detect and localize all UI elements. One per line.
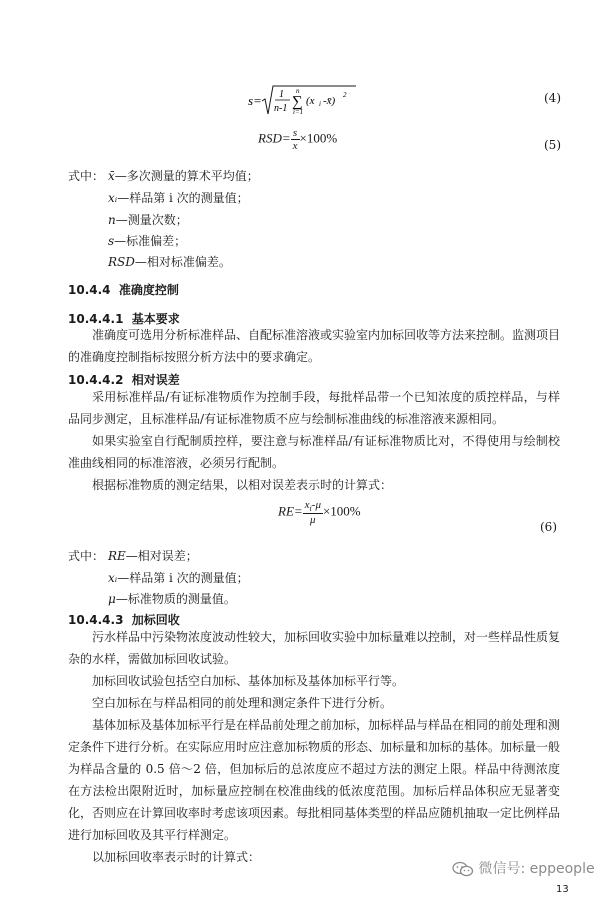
def-symbol: xᵢ xyxy=(108,571,118,585)
def-text: —相对标准偏差。 xyxy=(134,255,231,269)
formula-6-fraction xyxy=(303,499,323,526)
svg-text:∑: ∑ xyxy=(292,94,303,110)
wechat-icon xyxy=(452,861,474,877)
def-symbol: n xyxy=(108,213,116,227)
paragraph-text: 如果实验室自行配制质控样，要注意与标准样品/有证标准物质比对，不得使用与绘制校准曲线相同的标准溶液，必须另行配制。 xyxy=(68,434,560,470)
defs-1-label: 式中： xyxy=(68,169,105,183)
paragraph-basic-requirements xyxy=(68,324,560,368)
def-text: —标准物质的测量值。 xyxy=(115,592,236,606)
page-number: 13 xyxy=(556,884,569,895)
section-number: 10.4.4 xyxy=(68,283,111,297)
formula-6-rhs: ×100% xyxy=(322,503,361,519)
section-title: 相对误差 xyxy=(131,373,180,387)
formula-5-rhs: ×100% xyxy=(299,130,338,146)
formula-6-number: (6) xyxy=(540,520,557,534)
def-item-mu xyxy=(108,590,236,607)
def-symbol: μ xyxy=(108,592,116,606)
def-item-xi xyxy=(108,189,249,206)
formula-5-lhs: RSD= xyxy=(258,130,291,146)
paragraph-text: 准确度可选用分析标准样品、自配标准溶液或实验室内加标回收等方法来控制。监测项目的准确度控制指标按照分析方法中的要求确定。 xyxy=(68,328,561,364)
paragraph-text: 空白加标在与样品相同的前处理和测定条件下进行分析。 xyxy=(92,696,393,710)
section-title: 准确度控制 xyxy=(118,283,179,297)
def-item-mean xyxy=(108,167,259,184)
formula-5-number: (5) xyxy=(544,138,561,152)
def-text: —测量次数； xyxy=(115,213,188,227)
def-symbol: s xyxy=(108,234,115,248)
paragraph-spike-recovery xyxy=(68,626,560,868)
formula-4-graphic xyxy=(248,84,358,118)
def-symbol: RSD xyxy=(108,255,135,269)
svg-text:(x: (x xyxy=(306,95,315,107)
section-number: 10.4.4.3 xyxy=(68,613,124,627)
section-number: 10.4.4.2 xyxy=(68,373,124,387)
svg-text:2: 2 xyxy=(343,91,347,99)
section-heading-10-4-4 xyxy=(68,281,179,298)
def-symbol: xᵢ xyxy=(108,191,118,205)
formula-6 xyxy=(278,499,361,526)
formula-5-denominator: x xyxy=(292,140,298,152)
paragraph-relative-error xyxy=(68,386,560,496)
formula-4-number: (4) xyxy=(544,91,561,105)
def-text: —标准偏差； xyxy=(114,234,187,248)
formula-6-lhs: RE= xyxy=(278,503,303,519)
def-item-xi-2 xyxy=(108,569,249,586)
svg-text:s=: s= xyxy=(248,93,262,108)
formula-5-fraction xyxy=(291,127,300,152)
def-item-re xyxy=(108,547,198,564)
formula-5 xyxy=(258,127,337,152)
svg-text:i=1: i=1 xyxy=(293,108,304,116)
def-text: —相对误差； xyxy=(125,549,198,563)
formula-5-numerator: s xyxy=(291,127,300,140)
def-item-n xyxy=(108,211,188,228)
section-number: 10.4.4.1 xyxy=(68,312,124,326)
paragraph-text: 采用标准样品/有证标准物质作为控制手段，每批样品带一个已知浓度的质控样品，与样品同步测定，且标准样品/有证标准物质不应与绘制标准曲线的标准溶液来源相同。 xyxy=(68,390,560,426)
paragraph-text: 以加标回收率表示时的计算式： xyxy=(92,850,261,864)
paragraph-text: 根据标准物质的测定结果，以相对误差表示时的计算式： xyxy=(92,478,393,492)
formula-6-numerator xyxy=(303,499,323,514)
def-item-rsd xyxy=(108,253,231,270)
def-item-s xyxy=(108,232,186,249)
watermark-text: 微信号: eppeople xyxy=(478,861,595,877)
svg-text:-x̄): -x̄) xyxy=(323,95,336,107)
watermark xyxy=(452,858,595,878)
paragraph-text: 基体加标及基体加标平行是在样品前处理之前加标，加标样品与样品在相同的前处理和测定条件下进行分析。在实际应用时应注意加标物质的形态、加标量和加标的基体。加标量一般为样品含量的 0.5 倍～2 倍，但加标后的总浓度应不超过方法的测定上限。样品中待测浓度在方法检出限附近时，加标量应控制在校准曲线的低浓度范围。加标后样品体积应无显著变化，否则应在计算回收率时考虑该项因素。每批相同基体类型的样品应随机抽取一定比例样品进行加标回收及其平行样测定。 xyxy=(68,718,561,842)
def-symbol: RE xyxy=(108,549,126,563)
def-symbol: x̄ xyxy=(108,169,115,183)
def-text: —样品第 i 次的测量值； xyxy=(117,191,249,205)
svg-text:1: 1 xyxy=(279,89,284,100)
svg-text:i: i xyxy=(319,100,321,108)
section-title: 基本要求 xyxy=(131,312,180,326)
section-title: 加标回收 xyxy=(131,613,180,627)
paragraph-text: 污水样品中污染物浓度波动性较大，加标回收实验中加标量难以控制，对一些样品性质复杂的水样，需做加标回收试验。 xyxy=(68,630,561,666)
formula-6-sub: i xyxy=(309,504,312,514)
def-text: —样品第 i 次的测量值； xyxy=(117,571,249,585)
def-text: —多次测量的算术平均值； xyxy=(114,169,259,183)
svg-text:n-1: n-1 xyxy=(274,103,288,114)
formula-6-x: x xyxy=(304,499,310,511)
formula-6-mu: -μ xyxy=(311,499,321,511)
formula-6-denominator: μ xyxy=(310,514,316,527)
svg-text:n: n xyxy=(296,87,300,95)
defs-2-label: 式中： xyxy=(68,549,105,563)
paragraph-text: 加标回收试验包括空白加标、基体加标及基体加标平行等。 xyxy=(92,674,405,688)
